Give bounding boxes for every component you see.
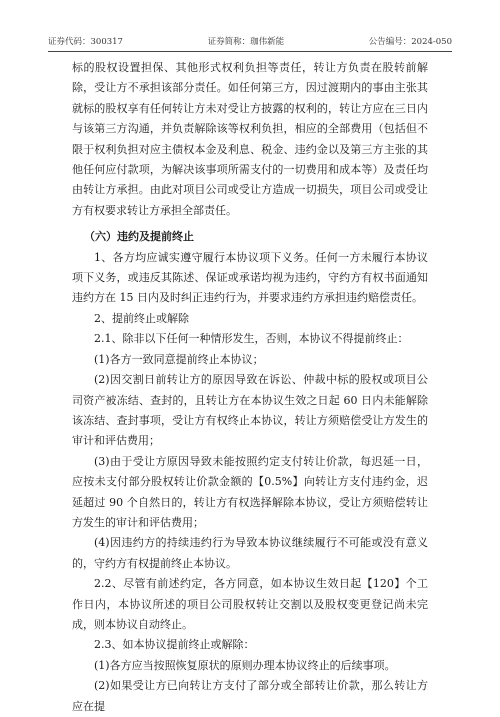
paragraph: (3)由于受让方原因导致未能按照约定支付转让价款，每迟延一日，应按未支付部分股权转让价款金额的【0.5%】向转让方支付违约金，迟延超过 90 个自然日的，转让方有权选择解除本协议，受让方须赔偿转让方发生的审计和评估费用； bbox=[72, 454, 428, 529]
stock-name: 证券简称：珈伟新能 bbox=[207, 37, 285, 47]
paragraph: (2)如果受让方已向转让方支付了部分或全部转让价款，那么转让方应在提 bbox=[72, 679, 428, 713]
document-body bbox=[72, 58, 428, 717]
stock-code: 证券代码：300317 bbox=[48, 37, 123, 47]
paragraph: 2.2、尽管有前述约定，各方同意，如本协议生效日起【120】个工作日内，本协议所述的项目公司股权转让交割以及股权变更登记尚未完成，则本协议自动终止。 bbox=[72, 577, 428, 631]
paragraph: 2.1、除非以下任何一种情形发生，否则，本协议不得提前终止： bbox=[94, 332, 409, 346]
page-header bbox=[48, 33, 452, 49]
header-divider bbox=[48, 51, 452, 52]
notice-number: 公告编号：2024-050 bbox=[368, 37, 452, 47]
paragraph: 2、提前终止或解除 bbox=[94, 311, 189, 325]
paragraph: (1)各方一致同意提前终止本协议； bbox=[94, 352, 264, 366]
paragraph: 2.3、如本协议提前终止或解除： bbox=[94, 638, 255, 652]
section-heading: （六）违约及提前终止 bbox=[84, 230, 194, 244]
paragraph: 标的股权设置担保、其他形式权利负担等责任，转让方负责在股转前解除，受让方不承担该部分责任。如任何第三方，因过渡期内的事由主张其就标的股权享有任何转让方未对受让方披露的权利的，转让方应在三日内与该第三方沟通，并负责解除该等权利负担，相应的全部费用（包括但不限于权利负担对应主债权本金及利息、税金、违约金以及第三方主张的其他任何应付款项，为解决该事项所需支付的一切费用和成本等）及责任均由转让方承担。由此对项目公司或受让方造成一切损失，项目公司或受让方有权要求转让方承担全部责任。 bbox=[72, 61, 428, 217]
paragraph: (1)各方应当按照恢复原状的原则办理本协议终止的后续事项。 bbox=[94, 658, 396, 672]
paragraph: (4)因违约方的持续违约行为导致本协议继续履行不可能或没有意义的，守约方有权提前终止本协议。 bbox=[72, 536, 428, 570]
paragraph: (2)因交割日前转让方的原因导致在诉讼、仲裁中标的股权或项目公司资产被冻结、查封的，且转让方在本协议生效之日起 60 日内未能解除该冻结、查封事项，受让方有权终止本协议，转让方须赔偿受让方发生的审计和评估费用； bbox=[72, 373, 428, 448]
paragraph: 1、各方均应诚实遵守履行本协议项下义务。任何一方未履行本协议项下义务，或违反其陈述、保证或承诺均视为违约，守约方有权书面通知违约方在 15 日内及时纠正违约行为，并要求违约方承担违约赔偿责任。 bbox=[72, 250, 428, 305]
